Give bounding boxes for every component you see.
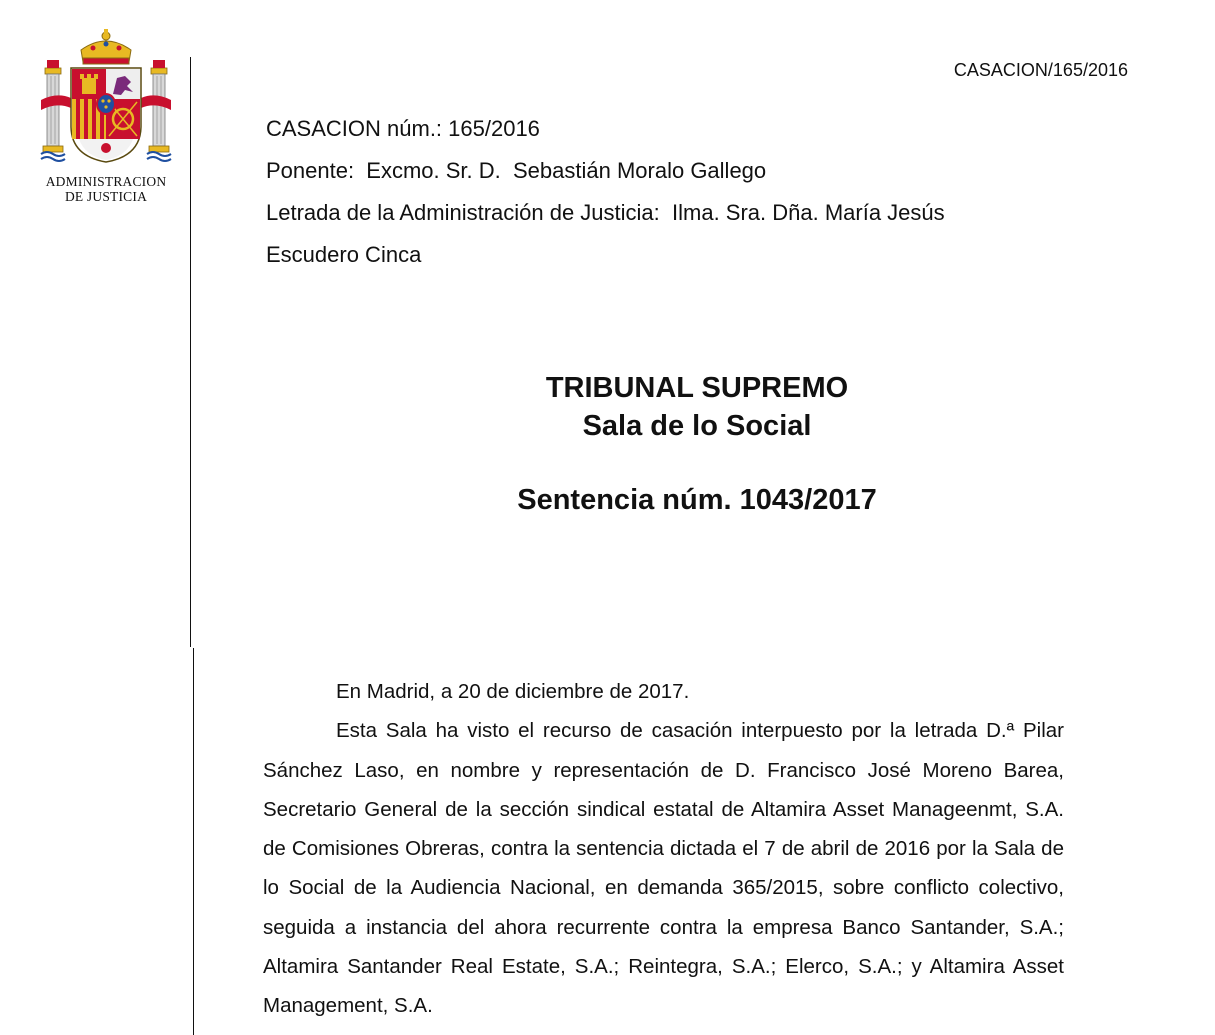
- chamber-title: Sala de lo Social: [582, 410, 812, 442]
- coat-of-arms-emblem: [33, 28, 179, 210]
- right-pillar-icon: [147, 60, 171, 161]
- shield-icon: [71, 68, 141, 162]
- emblem-label: [33, 174, 179, 204]
- main-paragraph: Esta Sala ha visto el recurso de casación interpuesto por la letrada D.ª Pilar Sánchez Laso, en nombre y representación de D. Francisco José Moreno Barea, Secretario General de la sección sindical estatal de Altamira Asset Manageenmt, S.A. de Comisiones Obreras, contra la sentencia dictada el 7 de abril de 2016 por la Sala de lo Social de la Audiencia Nacional, en demanda 365/2015, sobre conflicto colectivo, seguida a instancia del ahora recurrente contra la empresa Banco Santander, S.A.; Altamira Santander Real Estate, S.A.; Reintegra, S.A.; Elerco, S.A.; y Altamira Asset Management, S.A.: [263, 719, 1064, 1018]
- margin-rule-bottom: [193, 648, 194, 1035]
- crown-icon: [81, 29, 131, 64]
- document-body: [263, 672, 1064, 1026]
- letrada-line-continued: Escudero Cinca: [266, 242, 422, 267]
- left-pillar-icon: [41, 60, 65, 161]
- ponente-line: Ponente: Excmo. Sr. D. Sebastián Moralo Gallego: [266, 158, 767, 183]
- coat-of-arms-icon: [37, 28, 175, 170]
- emblem-label-line2: DE JUSTICIA: [64, 189, 148, 204]
- case-header: [266, 108, 1066, 276]
- emblem-label-line1: ADMINISTRACION: [45, 174, 167, 189]
- margin-rule-top: [190, 57, 191, 647]
- case-reference: CASACION/165/2016: [953, 60, 1128, 80]
- letrada-line: Letrada de la Administración de Justicia: Ilma. Sra. Dña. María Jesús: [266, 200, 945, 225]
- sentence-number: Sentencia núm. 1043/2017: [517, 484, 877, 516]
- date-paragraph: En Madrid, a 20 de diciembre de 2017.: [336, 680, 690, 703]
- court-title: TRIBUNAL SUPREMO: [545, 372, 849, 404]
- casacion-number: CASACION núm.: 165/2016: [266, 116, 540, 141]
